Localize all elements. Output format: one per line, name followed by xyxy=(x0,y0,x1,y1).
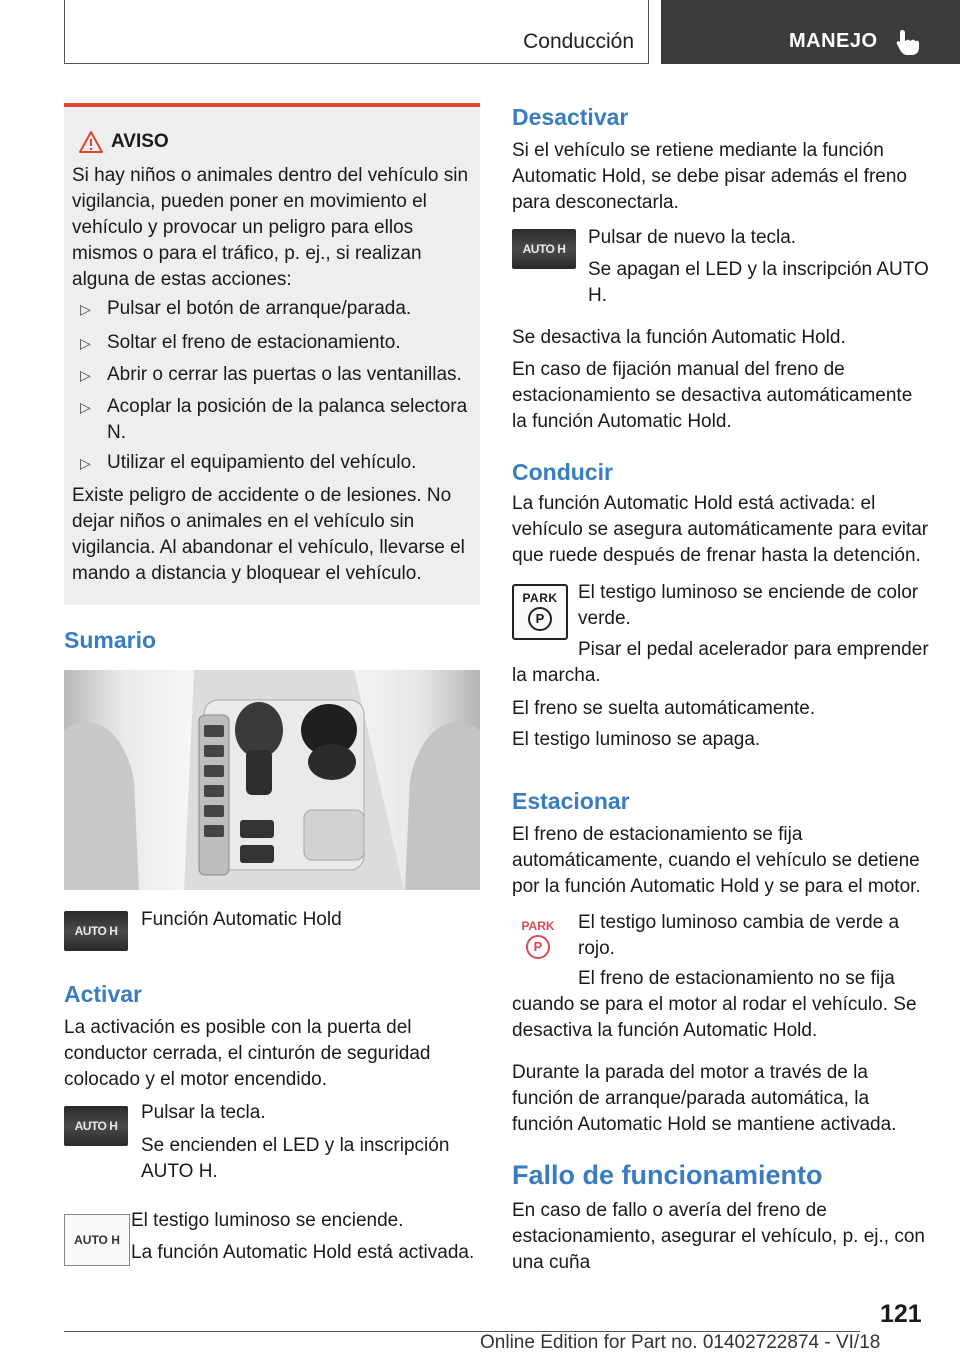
conducir-paragraph-1: El freno se suelta automáticamente. xyxy=(512,698,816,719)
figure-caption: Función Automatic Hold xyxy=(141,909,342,930)
activar-step-1: Pulsar la tecla. xyxy=(141,1102,266,1123)
header-section-title: Conducción xyxy=(523,30,634,53)
desactivar-note-1: Se desactiva la función Automatic Hold. xyxy=(512,327,846,348)
desactivar-step-2: Se apagan el LED y la inscripción AUTO H. xyxy=(588,259,929,306)
auto-h-indicator-icon: AUTO H xyxy=(64,1214,130,1266)
park-red-indicator-icon: PARK P xyxy=(512,914,564,966)
estacionar-paragraph-1: Durante la parada del motor a través de la función de arranque/parada automática, la función Automatic Hold se mantiene activada. xyxy=(512,1062,897,1135)
bullet-triangle-icon: ▷ xyxy=(80,335,91,351)
desactivar-note-2: En caso de fijación manual del freno de estacionamiento se desactiva automáticamente la función Automatic Hold. xyxy=(512,359,913,432)
activar-step-2: Se encienden el LED y la inscripción AUTO H. xyxy=(141,1135,450,1182)
hand-pointer-icon xyxy=(895,28,921,56)
footer-edition: Online Edition for Part no. 01402722874 - VI/18 xyxy=(480,1332,881,1353)
bullet-triangle-icon: ▷ xyxy=(80,399,91,415)
conducir-paragraph-2: El testigo luminoso se apaga. xyxy=(512,729,761,750)
warning-triangle-icon xyxy=(78,130,104,154)
warning-intro: Si hay niños o animales dentro del vehículo sin vigilancia, pueden poner en movimiento el vehículo y provocar un peligro para ellos mismos o para el tráfico, p. ej., si realizan alguna de estas acciones: xyxy=(72,165,469,290)
page-number: 121 xyxy=(880,1300,922,1328)
header-section-tab xyxy=(64,0,649,64)
conducir-text: La función Automatic Hold está activada: el vehículo se asegura automáticamente para evitar que ruede después de frenar hasta la detención. xyxy=(512,493,929,566)
auto-h-button-icon: AUTO H xyxy=(64,911,128,951)
bullet-triangle-icon: ▷ xyxy=(80,367,91,383)
park-indicator-icon: PARK P xyxy=(512,584,568,640)
auto-h-button-icon: AUTO H xyxy=(512,229,576,269)
activar-text: La activación es posible con la puerta del conductor cerrada, el cinturón de seguridad colocado y el motor encendido. xyxy=(64,1017,431,1090)
header-chapter-tab xyxy=(661,0,960,64)
desactivar-text: Si el vehículo se retiene mediante la función Automatic Hold, se debe pisar además el freno para desconectarla. xyxy=(512,140,907,213)
activar-indicator-2: La función Automatic Hold está activada. xyxy=(131,1242,475,1263)
section-heading-desactivar: Desactivar xyxy=(512,104,629,130)
section-heading-fallo: Fallo de funcionamiento xyxy=(512,1160,823,1190)
section-heading-estacionar: Estacionar xyxy=(512,788,630,814)
center-console-photo xyxy=(64,670,480,890)
header-chapter-title: MANEJO xyxy=(789,30,878,52)
auto-h-button-icon: AUTO H xyxy=(64,1106,128,1146)
section-heading-sumario: Sumario xyxy=(64,627,157,653)
bullet-triangle-icon: ▷ xyxy=(80,455,91,471)
conducir-indicator-1: El testigo luminoso se enciende de color verde. xyxy=(578,582,919,629)
estacionar-text: El freno de estacionamiento se fija automáticamente, cuando el vehículo se detiene por la función Automatic Hold y se para el motor. xyxy=(512,824,921,897)
section-heading-activar: Activar xyxy=(64,981,142,1007)
fallo-text: En caso de fallo o avería del freno de estacionamiento, asegurar el vehículo, p. ej., con una cuña xyxy=(512,1200,925,1273)
activar-indicator-1: El testigo luminoso se enciende. xyxy=(131,1210,404,1231)
conducir-indicator-2: Pisar el pedal acelerador para emprender la marcha. xyxy=(512,639,929,686)
estacionar-indicator-1: El testigo luminoso cambia de verde a rojo. xyxy=(578,912,900,959)
desactivar-step-1: Pulsar de nuevo la tecla. xyxy=(588,227,797,248)
estacionar-indicator-2: El freno de estacionamiento no se fija cuando se para el motor al rodar el vehículo. Se desactiva la función Automatic Hold. xyxy=(512,968,917,1041)
warning-title: AVISO xyxy=(111,131,169,152)
warning-outro: Existe peligro de accidente o de lesiones. No dejar niños o animales en el vehículo sin vigilancia. Al abandonar el vehículo, llevarse el mando a distancia y bloquear el vehículo. xyxy=(72,485,465,584)
section-heading-conducir: Conducir xyxy=(512,459,613,485)
bullet-triangle-icon: ▷ xyxy=(80,301,91,317)
